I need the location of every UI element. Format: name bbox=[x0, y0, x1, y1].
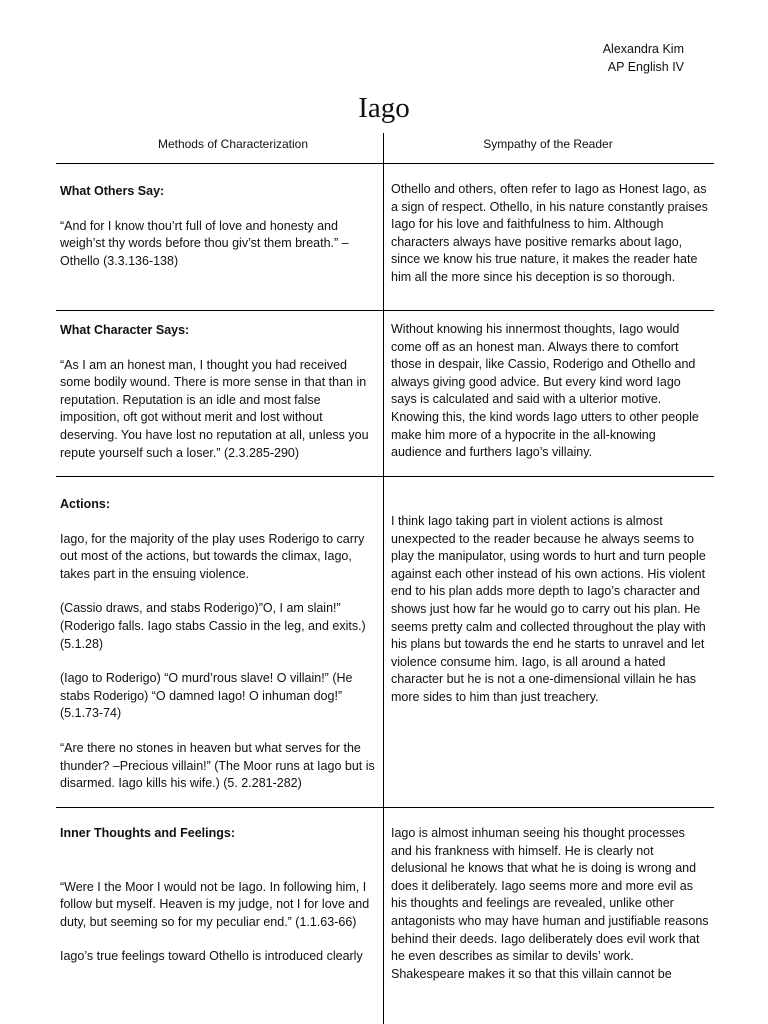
author-block bbox=[603, 40, 684, 76]
row-3-left bbox=[60, 496, 375, 793]
analysis-paragraph: Othello and others, often refer to Iago as Honest Iago, as a sign of respect. Othello, in his nature constantly praises Iago for his love and faithfulness to him. Although characters always have positive remarks about Iago, since we know his true nature, it makes the reader hate him all the more since his deception is so thorough. bbox=[391, 182, 708, 284]
quote-paragraph: Iago’s true feelings toward Othello is introduced clearly bbox=[60, 949, 363, 964]
author-name: Alexandra Kim bbox=[602, 42, 684, 56]
quote-paragraph: “Were I the Moor I would not be Iago. In following him, I follow but myself. Heaven is my judge, not I for love and duty, but seeming so for my peculiar end.” (1.1.63-66) bbox=[60, 879, 370, 929]
row-label: Inner Thoughts and Feelings: bbox=[60, 826, 235, 840]
row-divider bbox=[56, 163, 714, 164]
analysis-paragraph: I think Iago taking part in violent actions is almost unexpected to the reader because he always seems to play the manipulator, using words to hurt and turn people against each other instead of his own actions. His violent end to his plan adds more depth to Iago’s character and shows just how far he would go to carry out his plan. He seems pretty calm and collected throughout the play with his plans but towards the end he starts to unravel and let violence consume him. Iago, is all around a hated character but he is not a one-dimensional villain he has more sides to him than just treachery. bbox=[391, 514, 706, 704]
row-4-right bbox=[391, 825, 709, 983]
analysis-paragraph: Iago is almost inhuman seeing his thought processes and his frankness with himself. He is clearly not delusional he knows that what he is doing is wrong and does it deliberately. Iago seems more and more evil as his thoughts and feelings are revealed, unlike other antagonists who may have human and justifiable reasons behind their deeds. Iago deliberately does evil work that he even describes as similar to devils’ work. Shakespeare makes it so that this villain cannot be bbox=[391, 826, 709, 981]
column-divider bbox=[383, 133, 384, 1024]
quote-paragraph: Iago, for the majority of the play uses Roderigo to carry out most of the actions, but towards the climax, Iago, takes part in the ensuing violence. bbox=[60, 531, 365, 581]
row-1-right bbox=[391, 181, 709, 287]
row-label: What Others Say: bbox=[60, 184, 165, 198]
row-label: Actions: bbox=[60, 497, 110, 511]
row-label: What Character Says: bbox=[60, 323, 190, 337]
row-2-left bbox=[60, 322, 375, 462]
header-methods: Methods of Characterization bbox=[157, 137, 309, 151]
row-divider bbox=[56, 807, 714, 808]
row-3-right bbox=[391, 513, 709, 707]
quote-paragraph: (Cassio draws, and stabs Roderigo)”O, I am slain!” (Roderigo falls. Iago stabs Cassio in the leg, and exits.) (5.1.28) bbox=[60, 601, 366, 651]
quote-paragraph: “Are there no stones in heaven but what serves for the thunder? –Precious villain!” (The Moor runs at Iago but is disarmed. Iago kills his wife.) (5. 2.281-282) bbox=[60, 740, 375, 791]
row-divider bbox=[56, 476, 714, 477]
page-title: Iago bbox=[358, 92, 410, 124]
row-2-right bbox=[391, 321, 709, 462]
row-1-left bbox=[60, 183, 375, 270]
quote-paragraph: “As I am an honest man, I thought you had received some bodily wound. There is more sense in that than in reputation. Reputation is an idle and most false imposition, oft got without merit and lost without deserving. You have lost no reputation at all, unless you repute yourself such a loser.” (2.3.285-290) bbox=[60, 357, 369, 460]
row-divider bbox=[56, 310, 714, 311]
analysis-paragraph: Without knowing his innermost thoughts, Iago would come off as an honest man. Always there to comfort those in despair, like Cassio, Roderigo and Othello and always giving good advice. But every kind word Iago says is calculated and said with a ulterior motive. Knowing this, the kind words Iago utters to other people make him more of a hypocrite in the all-knowing audience and furthers Iago’s villainy. bbox=[391, 322, 699, 460]
quote-paragraph: “And for I know thou’rt full of love and honesty and weigh’st thy words before thou giv’st them breath.” – Othello (3.3.136-138) bbox=[60, 218, 349, 268]
header-sympathy: Sympathy of the Reader bbox=[483, 137, 613, 151]
quote-paragraph: (Iago to Roderigo) “O murd’rous slave! O villain!” (He stabs Roderigo) “O damned Iago! O inhuman dog!” (5.1.73-74) bbox=[60, 671, 353, 721]
row-4-left bbox=[60, 825, 375, 966]
course-name: AP English IV bbox=[607, 60, 684, 74]
